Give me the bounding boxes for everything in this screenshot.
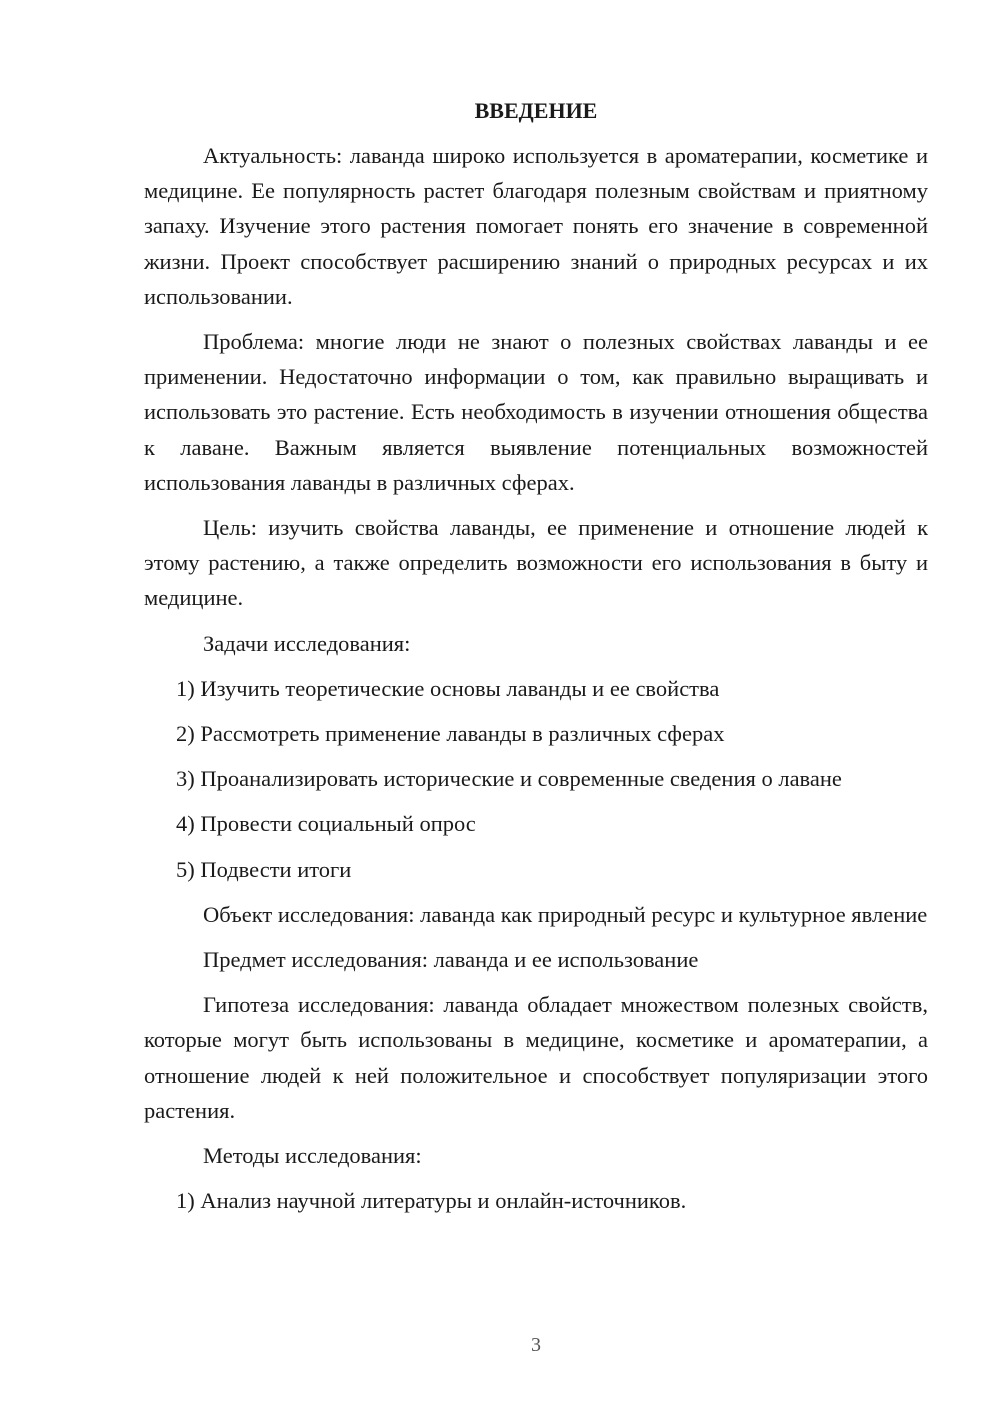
relevance-paragraph: Актуальность: лаванда широко используется в ароматерапии, косметике и медицине. Ее популярность растет благодаря полезным свойствам и приятному запаху. Изучение этого растения помогает понять его значение в современной жизни. Проект способствует расширению знаний о природных ресурсах и их использовании. bbox=[144, 143, 928, 309]
list-item: 3) Проанализировать исторические и современные сведения о лаване bbox=[176, 766, 842, 792]
section-title: ВВЕДЕНИЕ bbox=[474, 98, 598, 123]
list-item: 2) Рассмотреть применение лаванды в различных сферах bbox=[176, 721, 725, 747]
list-item: 1) Изучить теоретические основы лаванды и ее свойства bbox=[176, 675, 720, 701]
tasks-list bbox=[144, 671, 928, 887]
methods-list bbox=[144, 1183, 928, 1218]
page-number: 3 bbox=[531, 1334, 541, 1356]
list-item: 4) Провести социальный опрос bbox=[176, 811, 476, 837]
list-item: 5) Подвести итоги bbox=[176, 856, 352, 882]
tasks-heading: Задачи исследования: bbox=[203, 630, 411, 656]
object-paragraph: Объект исследования: лаванда как природный ресурс и культурное явление bbox=[203, 901, 928, 927]
problem-paragraph: Проблема: многие люди не знают о полезных свойствах лаванды и ее применении. Недостаточно информации о том, как правильно выращивать и использовать это растение. Есть необходимость в изучении отношения общества к лаване. Важным является выявление потенциальных возможностей использования лаванды в различных сферах. bbox=[144, 329, 928, 495]
document-page bbox=[144, 96, 928, 1228]
goal-paragraph: Цель: изучить свойства лаванды, ее применение и отношение людей к этому растению, а также определить возможности его использования в быту и медицине. bbox=[144, 515, 928, 611]
methods-heading: Методы исследования: bbox=[203, 1143, 422, 1169]
hypothesis-paragraph: Гипотеза исследования: лаванда обладает множеством полезных свойств, которые могут быть использованы в медицине, косметике и ароматерапии, а отношение людей к ней положительное и способствует популяризации этого растения. bbox=[144, 992, 928, 1123]
subject-paragraph: Предмет исследования: лаванда и ее использование bbox=[203, 947, 699, 973]
list-item: 1) Анализ научной литературы и онлайн-источников. bbox=[176, 1188, 687, 1214]
